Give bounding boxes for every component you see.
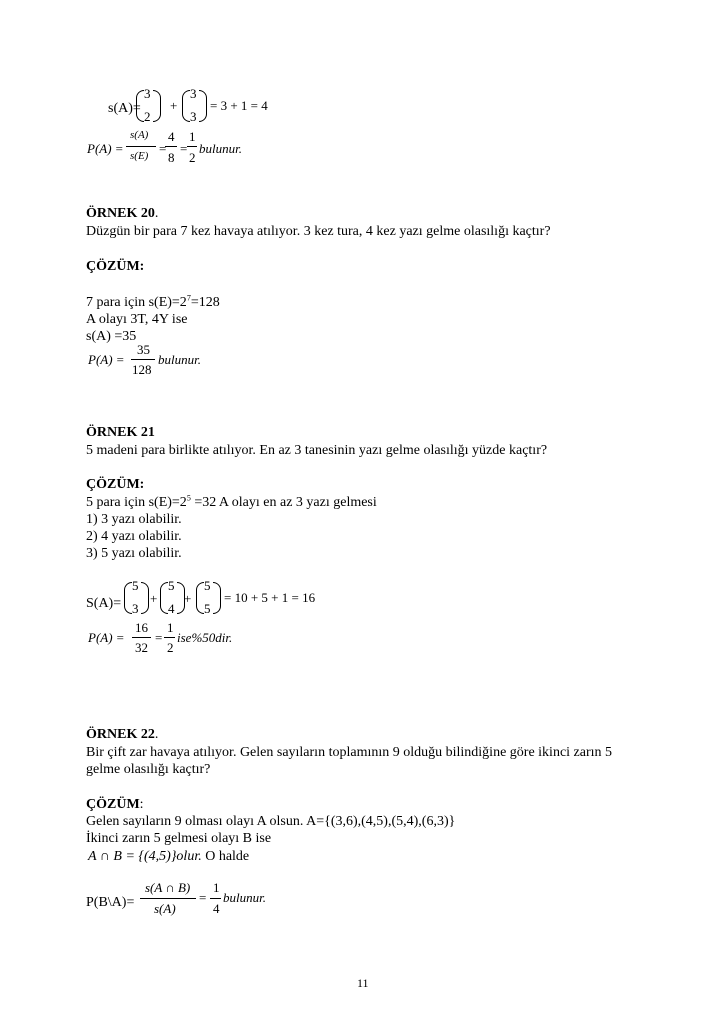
- solution-heading: ÇÖZÜM:: [86, 477, 145, 492]
- solution-heading: ÇÖZÜM:: [86, 797, 144, 812]
- fraction-denominator: 128: [132, 362, 152, 377]
- example-22-title: ÖRNEK 22.: [86, 727, 159, 742]
- binom-close-paren: [213, 582, 221, 614]
- binom-bottom: 4: [168, 601, 175, 616]
- fraction-numerator: 1: [167, 620, 174, 635]
- solution-line: A olayı 3T, 4Y ise: [86, 312, 188, 327]
- binom-bottom: 3: [132, 601, 139, 616]
- probability-label: P(A) =: [88, 630, 125, 645]
- equals-sign: =: [199, 890, 207, 905]
- percentage-text: ise%50dir.: [177, 630, 233, 645]
- example-20-question: Düzgün bir para 7 kez havaya atılıyor. 3 kez tura, 4 kez yazı gelme olasılığı kaçtır?: [86, 224, 551, 239]
- example-22-question: Bir çift zar havaya atılıyor. Gelen sayıların toplamının 9 olduğu bilindiğine göre ikinci zarın 5: [86, 745, 613, 760]
- fraction-bar: [126, 146, 156, 147]
- bulunur-text: bulunur.: [223, 890, 266, 905]
- equals-sign: =: [180, 141, 188, 156]
- binom-open-paren: [136, 90, 144, 122]
- solution-line: Gelen sayıların 9 olması olayı A olsun. A={(3,6),(4,5),(5,4),(6,3)}: [86, 814, 456, 829]
- binom-top: 5: [204, 578, 211, 593]
- solution-line: İkinci zarın 5 gelmesi olayı B ise: [86, 831, 272, 846]
- fraction-numerator: s(A): [130, 129, 149, 141]
- binom-open-paren: [124, 582, 132, 614]
- binom-top: 3: [190, 86, 197, 101]
- bulunur-text: bulunur.: [199, 141, 242, 156]
- fraction-denominator: 8: [168, 150, 175, 165]
- solution-line: A ∩ B = {(4,5)}olur. O halde: [88, 849, 250, 864]
- equals-sign: =: [159, 141, 167, 156]
- sA-label: s(A)=: [108, 101, 141, 116]
- binom-close-paren: [199, 90, 207, 122]
- fraction-denominator: 2: [189, 150, 196, 165]
- sum-expression: = 3 + 1 = 4: [210, 98, 268, 113]
- binom-open-paren: [196, 582, 204, 614]
- binom-bottom: 3: [190, 109, 197, 124]
- example-21-question: 5 madeni para birlikte atılıyor. En az 3 tanesinin yazı gelme olasılığı yüzde kaçtır?: [86, 443, 548, 458]
- bulunur-text: bulunur.: [158, 352, 201, 367]
- list-item: 2) 4 yazı olabilir.: [86, 529, 182, 544]
- binom-top: 5: [168, 578, 175, 593]
- fraction-numerator: s(A ∩ B): [145, 880, 191, 895]
- fraction-bar: [164, 637, 175, 638]
- binom-close-paren: [141, 582, 149, 614]
- page-number: 11: [357, 976, 369, 990]
- list-item: 1) 3 yazı olabilir.: [86, 512, 182, 527]
- conditional-probability-label: P(B\A)=: [86, 895, 135, 910]
- fraction-denominator: s(E): [130, 150, 149, 162]
- sum-expression: = 10 + 5 + 1 = 16: [224, 590, 316, 605]
- binom-bottom: 2: [144, 109, 151, 124]
- fraction-bar: [131, 359, 155, 360]
- probability-label: P(A) =: [88, 352, 125, 367]
- plus-sign: +: [170, 98, 178, 113]
- fraction-numerator: 1: [213, 880, 220, 895]
- fraction-bar: [132, 637, 151, 638]
- fraction-bar: [165, 146, 177, 147]
- binom-top: 5: [132, 578, 139, 593]
- plus-sign: +: [150, 591, 158, 606]
- fraction-numerator: 16: [135, 620, 148, 635]
- solution-line: s(A) =35: [86, 329, 137, 344]
- fraction-denominator: 4: [213, 901, 220, 916]
- solution-line: 7 para için $s(E)=2^7=128$: [86, 293, 220, 310]
- equals-sign: =: [155, 630, 163, 645]
- binom-bottom: 5: [204, 601, 211, 616]
- SA-label: S(A)=: [86, 596, 122, 611]
- fraction-numerator: 35: [137, 342, 150, 357]
- probability-label: P(A) =: [87, 141, 124, 156]
- fraction-bar: [187, 146, 197, 147]
- example-22-question: gelme olasılığı kaçtır?: [86, 762, 211, 777]
- solution-line: 5 para için $s(E)=2^5 =32$ A olayı en az 3 yazı gelmesi: [86, 493, 377, 510]
- fraction-bar: [210, 898, 221, 899]
- fraction-bar: [140, 898, 196, 899]
- list-item: 3) 5 yazı olabilir.: [86, 546, 182, 561]
- fraction-denominator: 32: [135, 640, 148, 655]
- binom-top: 3: [144, 86, 151, 101]
- solution-heading: ÇÖZÜM:: [86, 259, 145, 274]
- plus-sign: +: [184, 591, 192, 606]
- fraction-numerator: 4: [168, 129, 175, 144]
- example-21-title: ÖRNEK 21: [86, 425, 155, 440]
- example-20-title: ÖRNEK 20.: [86, 206, 159, 221]
- binom-open-paren: [160, 582, 168, 614]
- binom-close-paren: [153, 90, 161, 122]
- binom-open-paren: [182, 90, 190, 122]
- fraction-denominator: s(A): [154, 901, 176, 916]
- fraction-numerator: 1: [189, 129, 196, 144]
- fraction-denominator: 2: [167, 640, 174, 655]
